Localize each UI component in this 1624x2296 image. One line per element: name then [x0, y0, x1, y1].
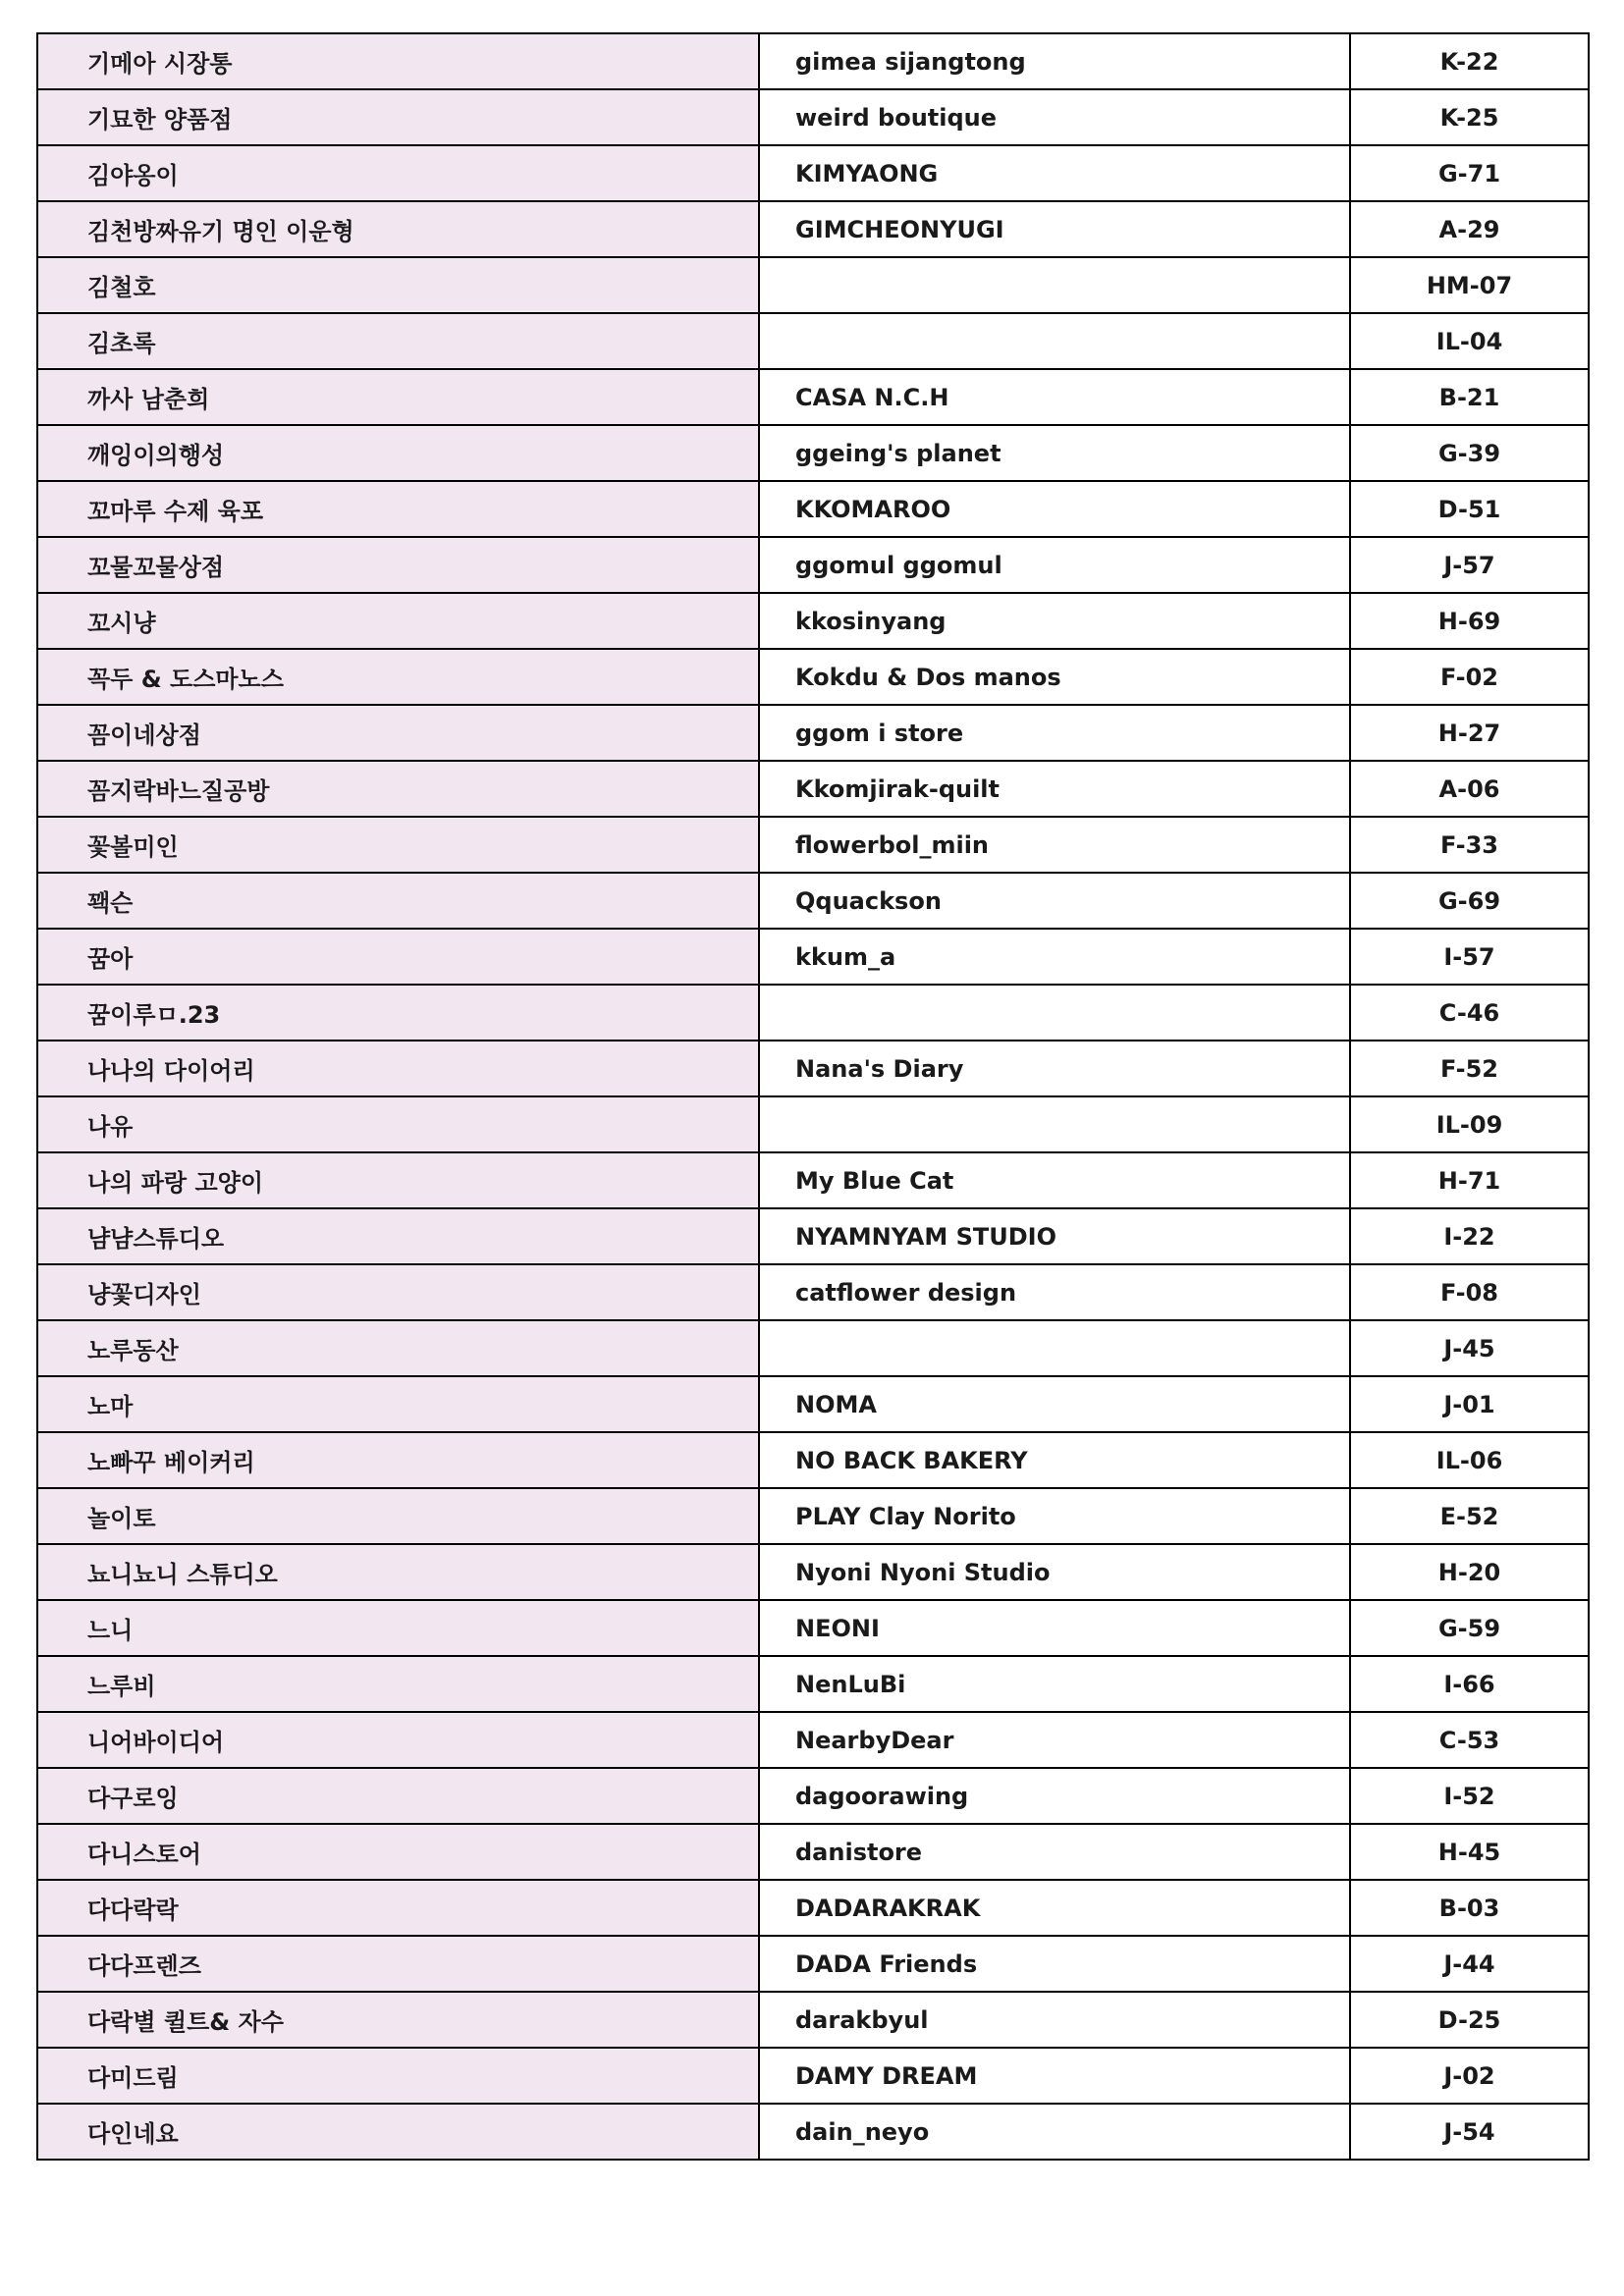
exhibitor-table-body — [37, 33, 1589, 2160]
korean-name-cell: 다락별 퀼트& 자수 — [37, 1992, 759, 2048]
table-row — [37, 1152, 1589, 1208]
korean-name-cell: 꼬마루 수제 육포 — [37, 481, 759, 537]
korean-name-cell: 꼭두 & 도스마노스 — [37, 649, 759, 705]
english-name-cell: flowerbol_miin — [759, 817, 1350, 873]
booth-code-cell: F-33 — [1350, 817, 1589, 873]
english-name-cell: kkosinyang — [759, 593, 1350, 649]
table-row — [37, 1656, 1589, 1712]
table-row — [37, 1096, 1589, 1152]
korean-name-cell: 김천방짜유기 명인 이운형 — [37, 201, 759, 257]
english-name-cell: Nyoni Nyoni Studio — [759, 1544, 1350, 1600]
booth-code-cell: F-52 — [1350, 1041, 1589, 1096]
korean-name-cell: 다다락락 — [37, 1880, 759, 1936]
booth-code-cell: G-69 — [1350, 873, 1589, 929]
table-row — [37, 201, 1589, 257]
booth-code-cell: B-21 — [1350, 369, 1589, 425]
english-name-cell: Nana's Diary — [759, 1041, 1350, 1096]
table-row — [37, 1320, 1589, 1376]
booth-code-cell: J-02 — [1350, 2048, 1589, 2104]
korean-name-cell: 뇨니뇨니 스튜디오 — [37, 1544, 759, 1600]
english-name-cell: Kokdu & Dos manos — [759, 649, 1350, 705]
english-name-cell — [759, 257, 1350, 313]
table-row — [37, 1880, 1589, 1936]
booth-code-cell: I-57 — [1350, 929, 1589, 985]
table-row — [37, 873, 1589, 929]
booth-code-cell: B-03 — [1350, 1880, 1589, 1936]
booth-code-cell: H-27 — [1350, 705, 1589, 761]
booth-code-cell: A-29 — [1350, 201, 1589, 257]
booth-code-cell: C-46 — [1350, 985, 1589, 1041]
booth-code-cell: J-44 — [1350, 1936, 1589, 1992]
korean-name-cell: 냠냠스튜디오 — [37, 1208, 759, 1264]
table-row — [37, 257, 1589, 313]
korean-name-cell: 놀이토 — [37, 1488, 759, 1544]
english-name-cell: danistore — [759, 1824, 1350, 1880]
english-name-cell: DADA Friends — [759, 1936, 1350, 1992]
table-row — [37, 369, 1589, 425]
booth-code-cell: J-54 — [1350, 2104, 1589, 2160]
booth-code-cell: H-45 — [1350, 1824, 1589, 1880]
english-name-cell: dagoorawing — [759, 1768, 1350, 1824]
english-name-cell — [759, 1096, 1350, 1152]
korean-name-cell: 다다프렌즈 — [37, 1936, 759, 1992]
table-row — [37, 593, 1589, 649]
table-row — [37, 1824, 1589, 1880]
booth-code-cell: J-57 — [1350, 537, 1589, 593]
korean-name-cell: 니어바이디어 — [37, 1712, 759, 1768]
korean-name-cell: 꼬시냥 — [37, 593, 759, 649]
english-name-cell: NenLuBi — [759, 1656, 1350, 1712]
english-name-cell: NearbyDear — [759, 1712, 1350, 1768]
table-row — [37, 1208, 1589, 1264]
table-row — [37, 929, 1589, 985]
korean-name-cell: 나의 파랑 고양이 — [37, 1152, 759, 1208]
english-name-cell — [759, 313, 1350, 369]
english-name-cell: dain_neyo — [759, 2104, 1350, 2160]
english-name-cell: KKOMAROO — [759, 481, 1350, 537]
table-row — [37, 33, 1589, 89]
booth-code-cell: F-02 — [1350, 649, 1589, 705]
english-name-cell: NOMA — [759, 1376, 1350, 1432]
english-name-cell: weird boutique — [759, 89, 1350, 145]
english-name-cell: KIMYAONG — [759, 145, 1350, 201]
korean-name-cell: 다니스토어 — [37, 1824, 759, 1880]
korean-name-cell: 까사 남춘희 — [37, 369, 759, 425]
table-row — [37, 89, 1589, 145]
korean-name-cell: 꽥슨 — [37, 873, 759, 929]
english-name-cell: catflower design — [759, 1264, 1350, 1320]
english-name-cell: NEONI — [759, 1600, 1350, 1656]
korean-name-cell: 기메아 시장통 — [37, 33, 759, 89]
korean-name-cell: 꿈아 — [37, 929, 759, 985]
english-name-cell: DADARAKRAK — [759, 1880, 1350, 1936]
english-name-cell — [759, 985, 1350, 1041]
table-row — [37, 649, 1589, 705]
english-name-cell: kkum_a — [759, 929, 1350, 985]
english-name-cell: PLAY Clay Norito — [759, 1488, 1350, 1544]
booth-code-cell: I-66 — [1350, 1656, 1589, 1712]
korean-name-cell: 다인네요 — [37, 2104, 759, 2160]
table-row — [37, 985, 1589, 1041]
table-row — [37, 1768, 1589, 1824]
korean-name-cell: 김철호 — [37, 257, 759, 313]
korean-name-cell: 냥꽃디자인 — [37, 1264, 759, 1320]
korean-name-cell: 깨잉이의행성 — [37, 425, 759, 481]
table-row — [37, 1488, 1589, 1544]
table-row — [37, 2048, 1589, 2104]
table-row — [37, 2104, 1589, 2160]
booth-code-cell: G-59 — [1350, 1600, 1589, 1656]
english-name-cell: ggeing's planet — [759, 425, 1350, 481]
booth-code-cell: IL-09 — [1350, 1096, 1589, 1152]
english-name-cell: DAMY DREAM — [759, 2048, 1350, 2104]
english-name-cell: NO BACK BAKERY — [759, 1432, 1350, 1488]
table-row — [37, 1600, 1589, 1656]
table-row — [37, 145, 1589, 201]
booth-code-cell: H-71 — [1350, 1152, 1589, 1208]
booth-code-cell: I-22 — [1350, 1208, 1589, 1264]
english-name-cell: NYAMNYAM STUDIO — [759, 1208, 1350, 1264]
table-row — [37, 313, 1589, 369]
table-row — [37, 705, 1589, 761]
korean-name-cell: 노마 — [37, 1376, 759, 1432]
booth-code-cell: D-51 — [1350, 481, 1589, 537]
table-row — [37, 817, 1589, 873]
table-row — [37, 1376, 1589, 1432]
korean-name-cell: 기묘한 양품점 — [37, 89, 759, 145]
english-name-cell: darakbyul — [759, 1992, 1350, 2048]
booth-code-cell: K-22 — [1350, 33, 1589, 89]
booth-code-cell: J-01 — [1350, 1376, 1589, 1432]
booth-code-cell: H-69 — [1350, 593, 1589, 649]
booth-code-cell: C-53 — [1350, 1712, 1589, 1768]
korean-name-cell: 꿈이루ㅁ.23 — [37, 985, 759, 1041]
table-row — [37, 1936, 1589, 1992]
korean-name-cell: 나나의 다이어리 — [37, 1041, 759, 1096]
korean-name-cell: 꼬물꼬물상점 — [37, 537, 759, 593]
table-row — [37, 481, 1589, 537]
booth-code-cell: I-52 — [1350, 1768, 1589, 1824]
table-row — [37, 1432, 1589, 1488]
english-name-cell: My Blue Cat — [759, 1152, 1350, 1208]
booth-code-cell: HM-07 — [1350, 257, 1589, 313]
booth-code-cell: G-39 — [1350, 425, 1589, 481]
booth-code-cell: IL-04 — [1350, 313, 1589, 369]
booth-code-cell: D-25 — [1350, 1992, 1589, 2048]
booth-code-cell: A-06 — [1350, 761, 1589, 817]
table-row — [37, 1264, 1589, 1320]
booth-code-cell: G-71 — [1350, 145, 1589, 201]
booth-code-cell: J-45 — [1350, 1320, 1589, 1376]
english-name-cell: GIMCHEONYUGI — [759, 201, 1350, 257]
table-row — [37, 1041, 1589, 1096]
korean-name-cell: 느루비 — [37, 1656, 759, 1712]
table-row — [37, 1992, 1589, 2048]
booth-code-cell: H-20 — [1350, 1544, 1589, 1600]
booth-code-cell: K-25 — [1350, 89, 1589, 145]
booth-code-cell: F-08 — [1350, 1264, 1589, 1320]
korean-name-cell: 노빠꾸 베이커리 — [37, 1432, 759, 1488]
english-name-cell: CASA N.C.H — [759, 369, 1350, 425]
english-name-cell: ggom i store — [759, 705, 1350, 761]
korean-name-cell: 노루동산 — [37, 1320, 759, 1376]
korean-name-cell: 나유 — [37, 1096, 759, 1152]
booth-code-cell: E-52 — [1350, 1488, 1589, 1544]
korean-name-cell: 꼼이네상점 — [37, 705, 759, 761]
table-row — [37, 1712, 1589, 1768]
english-name-cell: ggomul ggomul — [759, 537, 1350, 593]
korean-name-cell: 다미드림 — [37, 2048, 759, 2104]
english-name-cell: gimea sijangtong — [759, 33, 1350, 89]
korean-name-cell: 김야옹이 — [37, 145, 759, 201]
korean-name-cell: 꼼지락바느질공방 — [37, 761, 759, 817]
table-row — [37, 425, 1589, 481]
exhibitor-table — [36, 32, 1590, 2161]
booth-code-cell: IL-06 — [1350, 1432, 1589, 1488]
table-row — [37, 761, 1589, 817]
table-row — [37, 537, 1589, 593]
table-row — [37, 1544, 1589, 1600]
korean-name-cell: 다구로잉 — [37, 1768, 759, 1824]
english-name-cell: Kkomjirak-quilt — [759, 761, 1350, 817]
english-name-cell — [759, 1320, 1350, 1376]
korean-name-cell: 꽃볼미인 — [37, 817, 759, 873]
english-name-cell: Qquackson — [759, 873, 1350, 929]
korean-name-cell: 느니 — [37, 1600, 759, 1656]
korean-name-cell: 김초록 — [37, 313, 759, 369]
